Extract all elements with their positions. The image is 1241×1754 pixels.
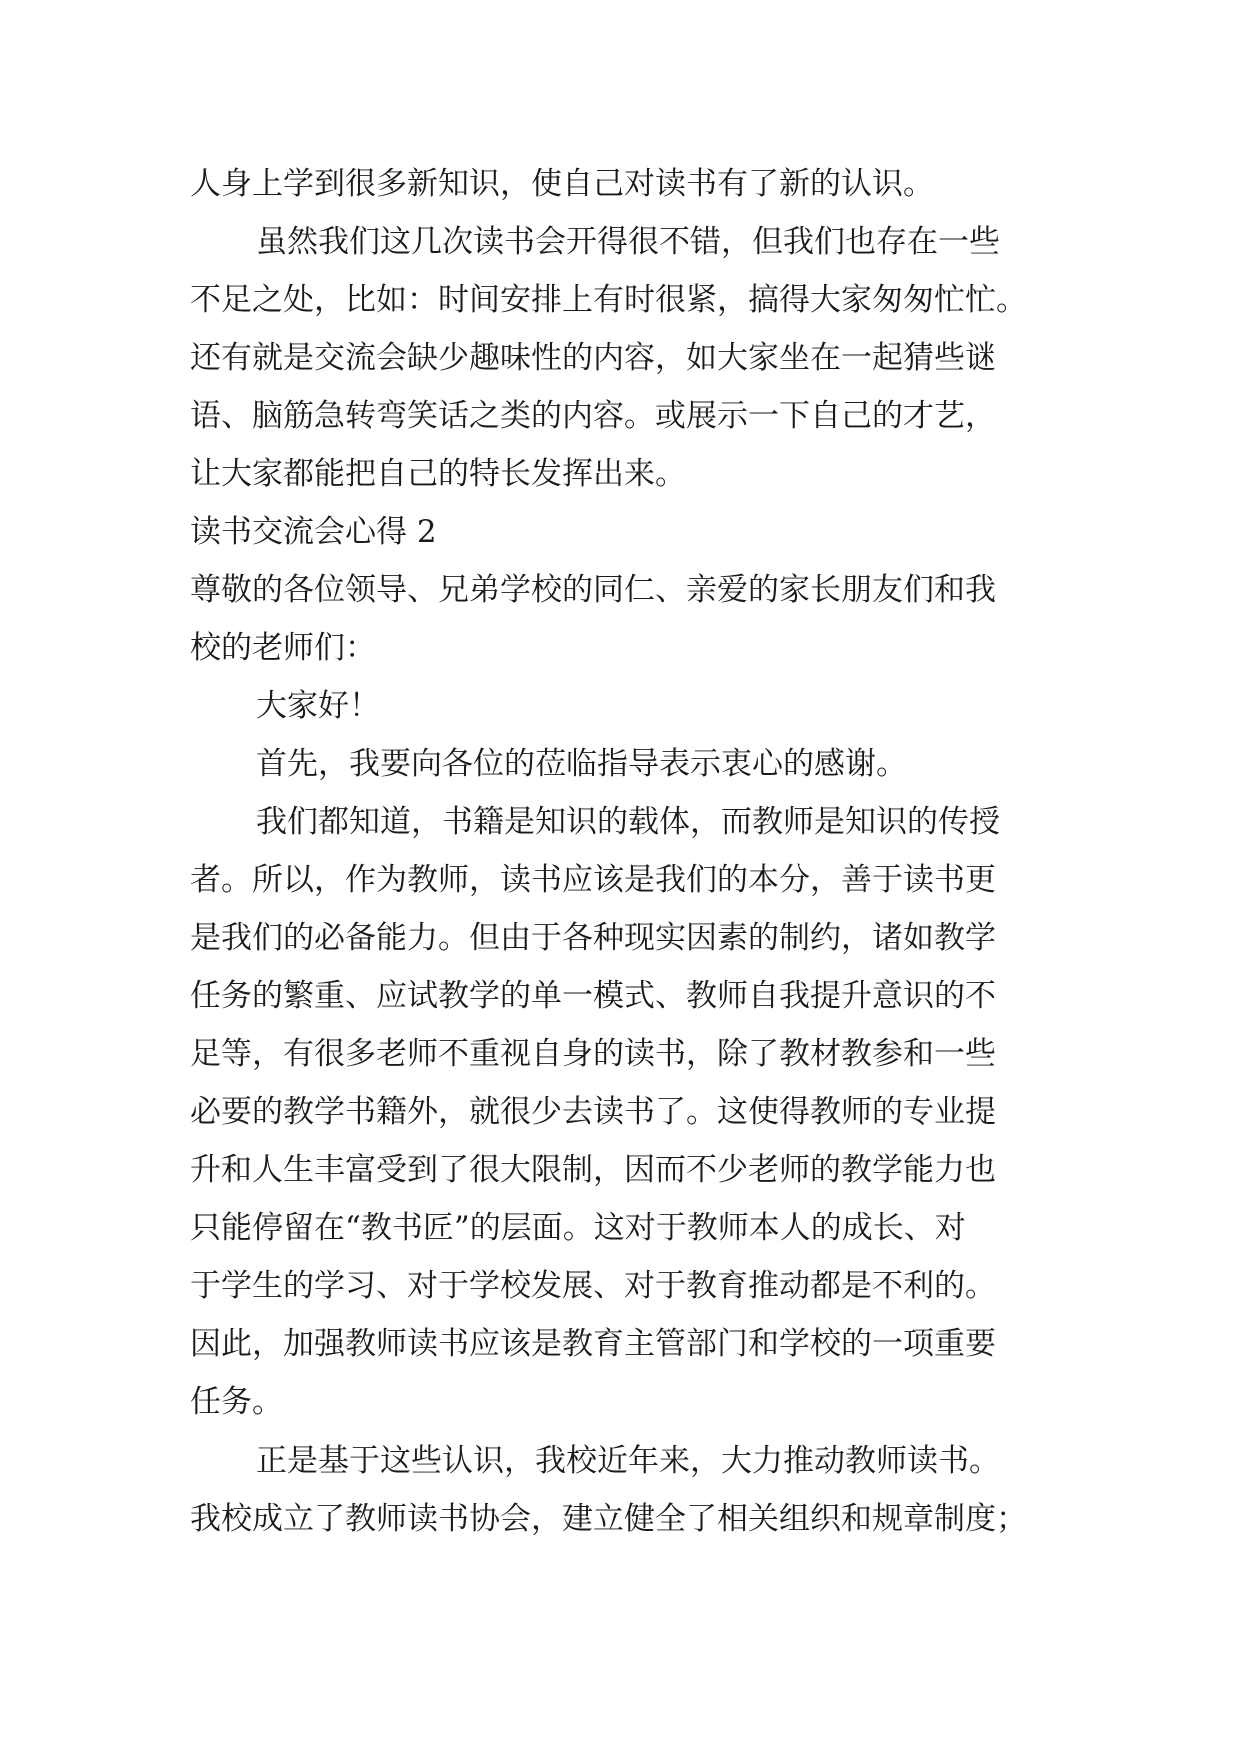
salutation	[190, 561, 1060, 677]
section-title-text: 读书交流会心得 2	[190, 514, 437, 550]
text-line: 尊敬的各位领导、兄弟学校的同仁、亲爱的家长朋友们和我	[190, 572, 996, 608]
paragraph-knowledge	[190, 793, 1060, 1431]
text-line: 任务。	[190, 1384, 283, 1420]
text-line: 人身上学到很多新知识，使自己对读书有了新的认识。	[190, 166, 934, 202]
text-line: 让大家都能把自己的特长发挥出来。	[190, 456, 686, 492]
text-line: 是我们的必备能力。但由于各种现实因素的制约，诸如教学	[190, 920, 996, 956]
text-line: 只能停留在“教书匠”的层面。这对于教师本人的成长、对	[190, 1210, 966, 1246]
text-line: 者。所以，作为教师，读书应该是我们的本分，善于读书更	[190, 862, 996, 898]
text-line: 必要的教学书籍外，就很少去读书了。这使得教师的专业提	[190, 1094, 996, 1130]
text-line: 不足之处，比如：时间安排上有时很紧，搞得大家匆匆忙忙。	[190, 282, 1027, 318]
text-line: 正是基于这些认识，我校近年来，大力推动教师读书。	[256, 1443, 1000, 1479]
text-line: 首先，我要向各位的莅临指导表示衷心的感谢。	[256, 746, 907, 782]
text-line: 还有就是交流会缺少趣味性的内容，如大家坐在一起猜些谜	[190, 340, 996, 376]
paragraph-shortcomings	[190, 213, 1060, 503]
text-line: 我们都知道，书籍是知识的载体，而教师是知识的传授	[256, 804, 1000, 840]
text-line: 任务的繁重、应试教学的单一模式、教师自我提升意识的不	[190, 978, 996, 1014]
section-title	[190, 503, 1060, 561]
paragraph-intro-end	[190, 155, 1060, 213]
text-line: 语、脑筋急转弯笑话之类的内容。或展示一下自己的才艺，	[190, 398, 996, 434]
greeting-text: 大家好！	[256, 688, 380, 724]
text-line: 校的老师们：	[190, 630, 376, 666]
text-line: 于学生的学习、对于学校发展、对于教育推动都是不利的。	[190, 1268, 996, 1304]
text-line: 足等，有很多老师不重视自身的读书，除了教材教参和一些	[190, 1036, 996, 1072]
text-line: 升和人生丰富受到了很大限制，因而不少老师的教学能力也	[190, 1152, 996, 1188]
paragraph-thanks	[190, 735, 1060, 793]
text-line: 虽然我们这几次读书会开得很不错，但我们也存在一些	[256, 224, 1000, 260]
greeting	[190, 677, 1060, 735]
paragraph-school	[190, 1432, 1060, 1548]
text-line: 我校成立了教师读书协会，建立健全了相关组织和规章制度；	[190, 1501, 1027, 1537]
text-line: 因此，加强教师读书应该是教育主管部门和学校的一项重要	[190, 1326, 996, 1362]
